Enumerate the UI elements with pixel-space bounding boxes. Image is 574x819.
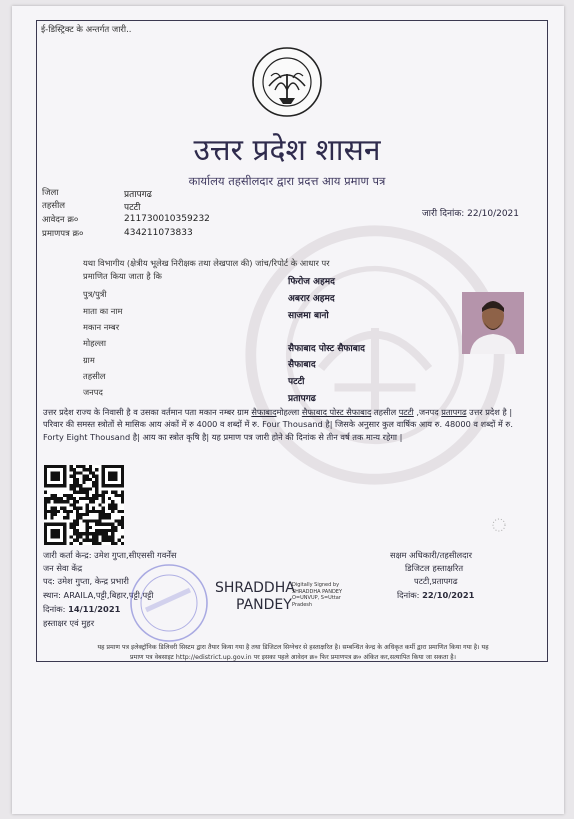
- body-text: उत्तर प्रदेश है | परिवार की समस्त स्त्रोतों से मासिक आय अंकों में रु 4000 व शब्दों में रु. Four Thousand है| जिसके अनुसार कुल वार्षिक आय रु. 48000 व शब्दों में रु. Forty Eight Thousand है| आय का स्त्रोत कृषि है| यह प्रमाण पत्र जारी होने की दिनांक से तीन वर्ष तक मान्य रहेगा |: [43, 407, 513, 442]
- body-underlined: सैफाबाद पोस्ट सैफाबाद: [301, 407, 372, 417]
- signature-detail: SHRADDHA PANDEY: [292, 588, 343, 595]
- mother-name: साजमा बानो: [288, 311, 329, 321]
- up-emblem-icon: [251, 46, 323, 118]
- body-text: ,जनपद: [413, 407, 442, 417]
- digitally-signed-label: डिजिटल हस्ताक्षरित: [405, 563, 464, 573]
- authority-date: [397, 590, 474, 601]
- tehsil: पटटी: [288, 377, 305, 387]
- authority-date-value: 22/10/2021: [422, 590, 475, 600]
- certificate-subtitle: कार्यालय तहसीलदार द्वारा प्रदत्त आय प्रमाण पत्र: [188, 174, 386, 188]
- issuer-post: पद: उमेश गुप्ता, केन्द्र प्रभारी: [43, 576, 129, 586]
- field-label: तहसील: [83, 371, 106, 381]
- meta-value: पटटी: [124, 203, 141, 213]
- applicant-photo-image: [462, 292, 524, 354]
- intro-line: प्रमाणित किया जाता है कि: [83, 271, 162, 281]
- signature-detail: Pradesh: [292, 601, 313, 608]
- meta-label: प्रमाणपत्र क्र०: [42, 229, 84, 239]
- field-label: माता का नाम: [83, 306, 123, 316]
- meta-label: आवेदन क्र०: [42, 215, 79, 225]
- field-label: मकान नम्बर: [83, 322, 120, 332]
- application-number: 211730010359232: [124, 214, 210, 224]
- body-underlined: सैफाबाद: [251, 407, 277, 417]
- meta-value: प्रतापगढ: [124, 190, 152, 200]
- authority-date-label: दिनांक:: [397, 590, 420, 600]
- applicant-photo: [462, 292, 524, 354]
- issue-date: [422, 206, 519, 219]
- father-name: अबरार अहमद: [288, 294, 335, 304]
- body-text: मोहल्ला: [276, 407, 302, 417]
- field-label: ग्राम: [83, 355, 95, 365]
- applicant-name: फिरोज अहमद: [288, 277, 335, 287]
- footer-line: प्रमाण पत्र वेबसाइट http://edistrict.up.gov.in पर इसका पहले आवेदन क्र० फिर प्रमाणपत्र क्र० अंकित कर,सत्यापित किया जा सकता है।: [130, 654, 456, 661]
- issue-date-label: जारी दिनांक:: [422, 209, 465, 219]
- government-title: उत्तर प्रदेश शासन: [193, 133, 381, 168]
- village: सैफाबाद: [288, 360, 316, 370]
- footer-note: [43, 643, 543, 663]
- issuer-date: [43, 604, 120, 615]
- round-stamp: [128, 562, 210, 644]
- field-label: जनपद: [83, 387, 103, 397]
- top-note: ई-डिस्ट्रिक्ट के अन्तर्गत जारी..: [41, 25, 132, 35]
- issuer-center-type: जन सेवा केंद्र: [43, 563, 83, 573]
- field-label: मोहल्ला: [83, 338, 107, 348]
- body-text: तहसील: [371, 407, 399, 417]
- signature-seal-label: हस्ताक्षर एवं मुहर: [43, 618, 95, 628]
- body-text: उत्तर प्रदेश राज्य के निवासी है व उसका वर्तमान पता मकान नम्बर ग्राम: [43, 407, 252, 417]
- issuer-date-label: दिनांक:: [43, 604, 66, 614]
- issuer-date-value: 14/11/2021: [68, 604, 121, 614]
- authority-title: सक्षम अधिकारी/तहसीलदार: [390, 550, 473, 560]
- body-underlined: प्रतापगढ: [441, 407, 467, 417]
- locality: सैफाबाद पोस्ट सैफाबाद: [288, 344, 365, 354]
- field-label: पुत्र/पुत्री: [83, 289, 107, 299]
- meta-label: जिला: [42, 188, 59, 198]
- district: प्रतापगढ: [288, 394, 316, 404]
- meta-label: तहसील: [42, 201, 66, 211]
- signature-detail: Digitally Signed by: [292, 582, 340, 588]
- decorative-mark: [490, 516, 508, 534]
- intro-line: यथा विभागीय (क्षेत्रीय भूलेख निरीक्षक तथा लेखपाल की) जांच/रिपोर्ट के आधार पर: [83, 258, 330, 268]
- signature-first-name: SHRADDHA: [215, 580, 295, 596]
- digital-signature-name: [215, 580, 295, 614]
- signature-last-name: PANDEY: [236, 597, 292, 613]
- qr-code: [44, 465, 124, 545]
- certificate-body: [43, 406, 523, 443]
- issue-date-value: 22/10/2021: [467, 209, 520, 219]
- issuer-place: स्थान: ARAILA,पट्टी,बिहार,पट्टी,पट्टी: [43, 590, 154, 600]
- body-underlined: पटटी: [398, 407, 414, 417]
- authority-location: पटटी,प्रतापगढ: [414, 576, 458, 586]
- footer-line: यह प्रमाण पत्र इलेक्ट्रॉनिक डिलिवरी सिस्टम द्वारा तैयार किया गया है तथा डिजिटल सिग्नेचर से हस्ताक्षरित है। सम्बन्धित केन्द्र के अधिकृत कर्मी द्वारा प्रमाणित किया गया है। यह: [97, 644, 489, 651]
- signature-detail: O=UNVUP, S=Uttar: [292, 595, 341, 601]
- digital-signature-details: [292, 582, 342, 608]
- issuer-center: जारी कर्ता केन्द्र: उमेश गुप्ता,सीएससी गवर्नेंस: [43, 550, 177, 560]
- certificate-number: 434211073833: [124, 228, 193, 238]
